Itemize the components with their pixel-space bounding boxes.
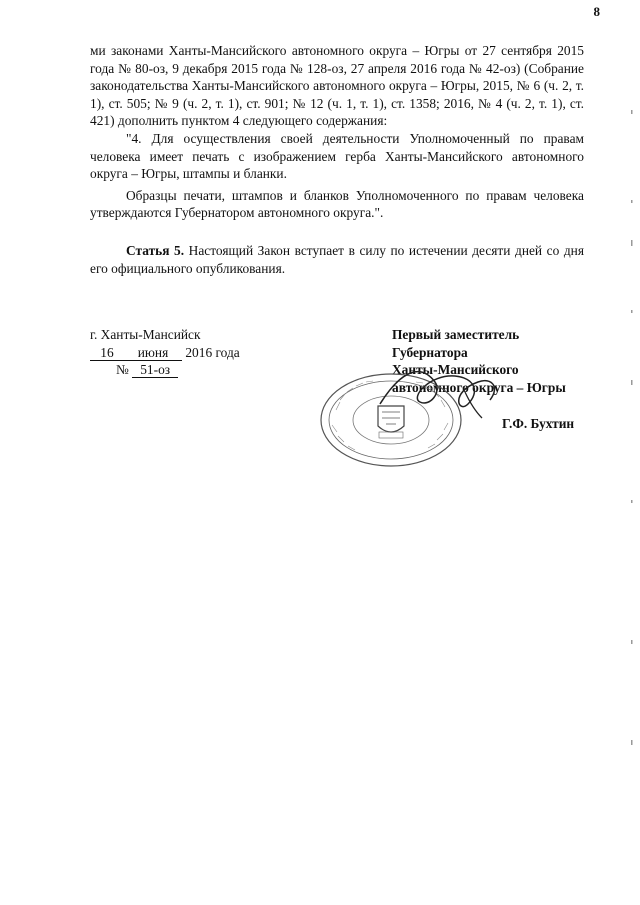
handwritten-signature-icon xyxy=(360,352,520,422)
date-day: 16 xyxy=(90,345,124,361)
quoted-clause-samples: Образцы печати, штампов и бланков Уполномоченного по правам человека утверждаются Губернатором автономного округа.". xyxy=(90,187,584,221)
place-date-block xyxy=(90,326,240,379)
law-number: 51-оз xyxy=(132,362,178,378)
page-number: 8 xyxy=(593,4,600,19)
date-year: 2016 года xyxy=(185,344,240,360)
article-label: Статья 5. xyxy=(126,242,185,258)
signatory-title-line: Первый заместитель xyxy=(392,327,520,342)
date-line xyxy=(90,344,240,362)
signatory-title-line: Ханты-Мансийского xyxy=(392,362,519,378)
law-number-line xyxy=(90,361,240,379)
signatory-title-line: автономного округа – Югры xyxy=(392,379,566,395)
scan-edge-marks xyxy=(630,80,634,860)
paragraph-continuation: ми законами Ханты-Мансийского автономного округа – Югры от 27 сентября 2015 года № 80-оз, 9 декабря 2015 года № 128-оз, 27 апреля 2016 года № 42-оз) (Собрание законодательства Ханты-Мансийского автономного округа – Югры, 2015, № 6 (ч. 2, т. 1), ст. 505; № 9 (ч. 2, т. 1), ст. 901; № 12 (ч. 1, т. 1), ст. 1358; 2016, № 4 (ч. 2, т. 1), ст. 421) дополнить пунктом 4 следующего содержания: xyxy=(90,43,584,129)
number-sign: № xyxy=(116,362,129,378)
article-text: Настоящий Закон вступает в силу по истечении десяти дней со дня его официального опубликования. xyxy=(90,242,584,276)
date-month: июня xyxy=(124,345,182,361)
quoted-clause-4: "4. Для осуществления своей деятельности Уполномоченный по правам человека имеет печать с изображением герба Ханты-Мансийского автономного округа – Югры, штампы и бланки. xyxy=(90,130,584,182)
signatory-title-line: Губернатора xyxy=(392,344,468,360)
document-body xyxy=(90,42,584,277)
article-5 xyxy=(90,242,584,277)
city: г. Ханты-Мансийск xyxy=(90,327,201,342)
signatory-name: Г.Ф. Бухтин xyxy=(502,416,575,431)
